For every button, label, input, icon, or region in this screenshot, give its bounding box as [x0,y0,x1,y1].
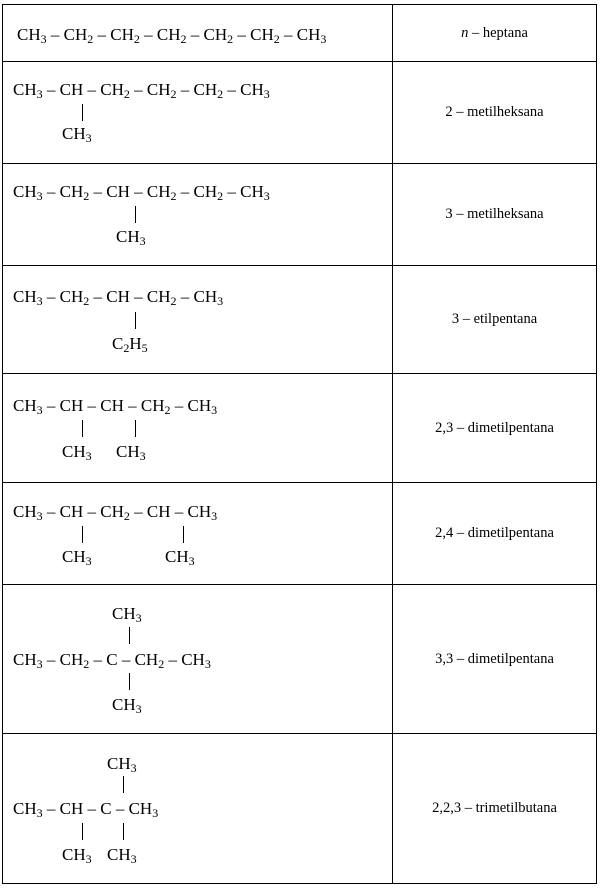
bond-line [129,673,130,690]
bond-line [82,526,83,543]
compound-name: 3 – metilheksana [445,206,544,222]
formula-cell [3,164,393,266]
bond-line [123,823,124,840]
table-row [3,266,597,374]
branch-below: $CH_3$ [62,124,92,145]
name-cell [393,164,597,266]
name-cell [393,585,597,734]
compound-name: 2,3 – dimetilpentana [435,419,554,436]
bond-line [129,627,130,644]
formula-cell [3,62,393,164]
compound-name: 2,2,3 – trimetilbutana [432,800,557,816]
isomer-table [2,4,597,884]
main-chain: $CH_3 - CH_2$ – CH – $CH_2 - CH_3$ [13,287,224,308]
compound-name: – heptana [471,24,528,41]
branch-below: $CH_3$ [165,547,195,568]
name-prefix: n [461,24,469,41]
bond-line [183,526,184,543]
table-row [3,164,597,266]
formula-cell [3,5,393,62]
name-cell [393,5,597,62]
compound-name: 2,4 – dimetilpentana [435,525,554,541]
table-row [3,483,597,585]
branch-below: $CH_3$ [62,442,92,463]
branch-below: $C_2H_5$ [112,334,148,355]
branch-below: $CH_3$ [116,227,146,248]
name-cell [393,62,597,164]
main-chain: $CH_3$ – CH – $CH_2 - CH_2 - CH_2 - CH_3$ [13,80,270,101]
main-chain: $CH_3$ – CH – CH – $CH_2 - CH_3$ [13,396,218,417]
branch-below: $CH_3$ [62,547,92,568]
main-chain: $CH_3$ – CH – C – $CH_3$ [13,799,159,820]
formula-cell [3,483,393,585]
bond-line [123,776,124,793]
main-chain: $CH_3$ – CH – $CH_2$ – CH – $CH_3$ [13,502,218,523]
formula-cell [3,734,393,884]
bond-line [135,206,136,223]
table-row [3,5,597,62]
branch-above: $CH_3$ [112,604,142,625]
compound-name: 3 – etilpentana [451,311,538,327]
main-chain: $CH_3 - CH_2$ – C – $CH_2 - CH_3$ [13,650,211,671]
table-row [3,62,597,164]
main-chain: $CH_3 - CH_2$ – CH – $CH_2 - CH_2 - CH_3$ [13,182,270,203]
branch-below: $CH_3$ [116,442,146,463]
branch-above: $CH_3$ [107,754,137,775]
bond-line [82,823,83,840]
formula-cell [3,585,393,734]
formula-cell [3,374,393,483]
table-row [3,374,597,483]
main-chain: $CH_3 - CH_2 - CH_2 - CH_2 - CH_2 - CH_2 - CH_3$ [17,25,327,46]
name-cell [393,483,597,585]
compound-name: 2 – metilheksana [445,104,544,120]
table-row [3,585,597,734]
bond-line [82,104,83,121]
name-cell [393,374,597,483]
bond-line [82,420,83,437]
compound-name: 3,3 – dimetilpentana [435,650,554,667]
branch-below: $CH_3$ [62,845,92,866]
bond-line [135,312,136,329]
bond-line [135,420,136,437]
branch-below: $CH_3$ [112,695,142,716]
name-cell [393,734,597,884]
formula-cell [3,266,393,374]
table-row [3,734,597,884]
name-cell [393,266,597,374]
branch-below: $CH_3$ [107,845,137,866]
